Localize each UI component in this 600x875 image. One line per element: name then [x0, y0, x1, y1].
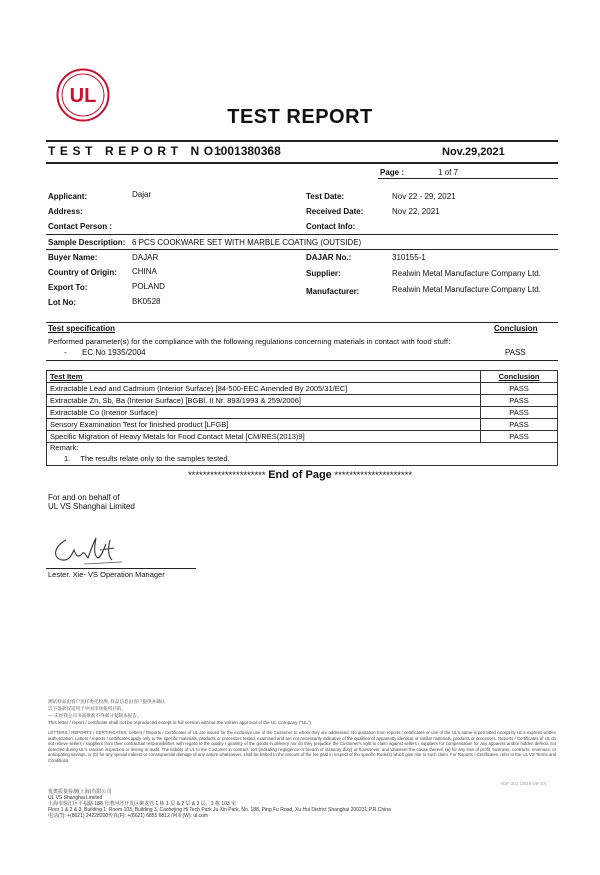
test-item-result: PASS [481, 419, 558, 431]
divider [378, 178, 558, 179]
spec-description: Performed parameter(s) for the compliance with the following regulations concerning materials in contact with food stuff： [48, 337, 456, 346]
test-item-result: PASS [481, 395, 558, 407]
supplier-value: Realwin Metal Manufacture Company Ltd. [392, 269, 541, 278]
spec-result: PASS [505, 348, 526, 357]
spec-item-dash: - [64, 348, 67, 357]
report-number-label: TEST REPORT NO: [48, 144, 227, 158]
contact-person-label: Contact Person : [48, 222, 113, 231]
country-origin-label: Country of Origin: [48, 268, 117, 277]
received-date-value: Nov 22, 2021 [392, 207, 440, 216]
test-item-name: Sensory Examination Test for finished product [LFGB] [47, 419, 481, 431]
spec-regulation: EC No 1935/2004 [82, 348, 146, 357]
report-date: Nov.29,2021 [442, 146, 505, 158]
divider [46, 234, 558, 235]
footer-address-cn: 上海市徐汇区平福路 188 号漕河泾开发区聚龙管 1 栋 1 层 & 2 层 & 3 层，3 栋 103 室 [48, 801, 237, 807]
disclaimer-cn-2: 以下条款仅适用于中国市场使用目的。 [48, 706, 127, 711]
disclaimer-en-3: This letter / report / certificate shall not be reproduced except in full version without the written approval of the UL Company ("UL"). [48, 720, 313, 725]
buyer-name-label: Buyer Name: [48, 253, 98, 262]
applicant-label: Applicant: [48, 192, 88, 201]
remark-row [47, 443, 558, 466]
sample-description-label: Sample Description: [48, 238, 126, 247]
remark-number: 1. [64, 454, 71, 463]
behalf-line-2: UL VS Shanghai Limited [48, 502, 135, 511]
sample-description-value: 6 PCS COOKWARE SET WITH MARBLE COATING (OUTSIDE) [132, 238, 362, 247]
dajar-no-label: DAJAR No.: [306, 253, 352, 262]
table-row [47, 419, 558, 431]
conclusion-header: Conclusion [498, 372, 540, 381]
end-stars-right: ********************* [334, 470, 413, 481]
table-row [47, 395, 558, 407]
manufacturer-label: Manufacturer: [306, 287, 360, 296]
lot-no-label: Lot No: [48, 298, 76, 307]
export-to-label: Export To: [48, 283, 88, 292]
dajar-no-value: 310155-1 [392, 253, 426, 262]
table-row [47, 383, 558, 395]
report-number-line [48, 144, 281, 158]
test-item-result: PASS [481, 383, 558, 395]
address-label: Address: [48, 207, 83, 216]
behalf-line-1: For and on behalf of [48, 493, 120, 502]
signature-line [46, 568, 196, 569]
disclaimer-cn-3: ----未经我公司书面批准不得部分复制本报告。 [48, 713, 142, 718]
test-specification-heading: Test specification [48, 324, 115, 333]
footer-address-en: Floor 1 & 2 & 3, Building 1; Room 103, Building 3, Caohejing Hi Tech Park Ju Xin Park, No. 188, Ping Fu Road, Xu Hui District Shanghai 200231,P.R.China [48, 807, 391, 813]
footer-company-en: UL VS Shanghai Limited [48, 795, 103, 801]
divider [46, 360, 558, 361]
test-item-name: Specific Migration of Heavy Metals for Food Contact Metal [CM/RES(2013)9] [47, 431, 481, 443]
divider [46, 249, 558, 250]
lot-no-value: BK0528 [132, 297, 161, 306]
table-row [47, 407, 558, 419]
table-header-row [47, 371, 558, 383]
applicant-value: Dajar [132, 190, 152, 199]
remark-line [50, 454, 554, 463]
export-to-value: POLAND [132, 282, 165, 291]
document-code: ADF-201 (2018-09-10) [500, 781, 547, 786]
manufacturer-value: Realwin Metal Manufacture Company Ltd. [392, 285, 541, 294]
country-origin-value: CHINA [132, 267, 157, 276]
table-row [47, 431, 558, 443]
signer-name: Lester. Xie- VS Operation Manager [48, 570, 165, 579]
test-item-name: Extractable Zn, Sb, Ba (Interior Surface) [BGBl. II Nr. 893/1993 & 259/2006] [47, 395, 481, 407]
signature [44, 528, 134, 568]
page-value: 1 of 7 [438, 168, 459, 177]
footer-company-cn: 优奥质量检测(上海)有限公司 [48, 789, 112, 795]
page-label: Page : [380, 168, 405, 177]
end-of-page [0, 469, 600, 481]
received-date-label: Received Date: [306, 207, 364, 216]
contact-info-label: Contact Info: [306, 222, 356, 231]
footer-phone: 电话(T): +(8621) 24228200传真(F): +(8621) 6855 6812 /网址(W): ul.com [48, 813, 209, 819]
legal-disclaimer: LETTERS / REPORTS / CERTIFICATES: Letters / Reports / Certificates of UL are issued for the exclusive use of the Customer to whom they are addressed. No quotation from reports / certificates or use of the UL's name is permitted except by UL's express written authorization. Letters / reports / certificates apply only to the specific materials, products or processes tested, examined and are not necessarily indicative of the qualities of apparently identical or similar materials, products or processes. Reports / Certificates of UL do not relieve sellers / suppliers from their contractual responsibilities with regard to the quality / quantity of the goods in delivery nor do they prejudice the Customer's right to claim against sellers / suppliers for compensation for any apparent and/or hidden defects not detected during UL's random inspection or testing or audit. The liability of UL to the Customer in contract, tort (including negligence or breach of statutory duty) or howsoever, and whatever the cause thereof, (a) for any loss of profit, business, contracts, revenues, or anticipating savings, or (b) for any special indirect or consequential damage of any nature whatsoever, shall be limited to the amount of the fee paid in respect of the specific Rode(s) which give rise to such claim. For Reports / Certificates, refer to the UL VS Terms and Conditions. [48, 730, 556, 763]
end-stars-left: ********************* [187, 470, 266, 481]
divider [46, 140, 558, 142]
disclaimer-cn-1: 测试样品由客户送样委托检测, 样品信息由客户提供并确认 [48, 699, 166, 704]
test-item-result: PASS [481, 431, 558, 443]
ul-logo-text: UL [69, 85, 97, 107]
test-item-name: Extractable Co (Interior Surface) [47, 407, 481, 419]
remark-label: Remark: [50, 443, 79, 452]
test-item-header: Test Item [50, 372, 83, 381]
document-title: TEST REPORT [227, 106, 373, 128]
supplier-label: Supplier: [306, 269, 341, 278]
buyer-name-value: DAJAR [132, 253, 159, 262]
test-date-label: Test Date: [306, 192, 345, 201]
divider [46, 162, 558, 164]
divider [46, 322, 558, 323]
test-item-name: Extractable Lead and Cadmium (Interior Surface) [84-500-EEC Amended By 2005/31/EC] [47, 383, 481, 395]
test-date-value: Nov 22 - 29, 2021 [392, 192, 456, 201]
test-items-table [46, 370, 558, 466]
report-number: 1001380368 [214, 144, 281, 158]
remark-text: The results relate only to the samples tested. [80, 454, 230, 463]
spec-conclusion-heading: Conclusion [494, 324, 538, 333]
test-item-result: PASS [481, 407, 558, 419]
end-of-page-text: End of Page [268, 469, 332, 481]
